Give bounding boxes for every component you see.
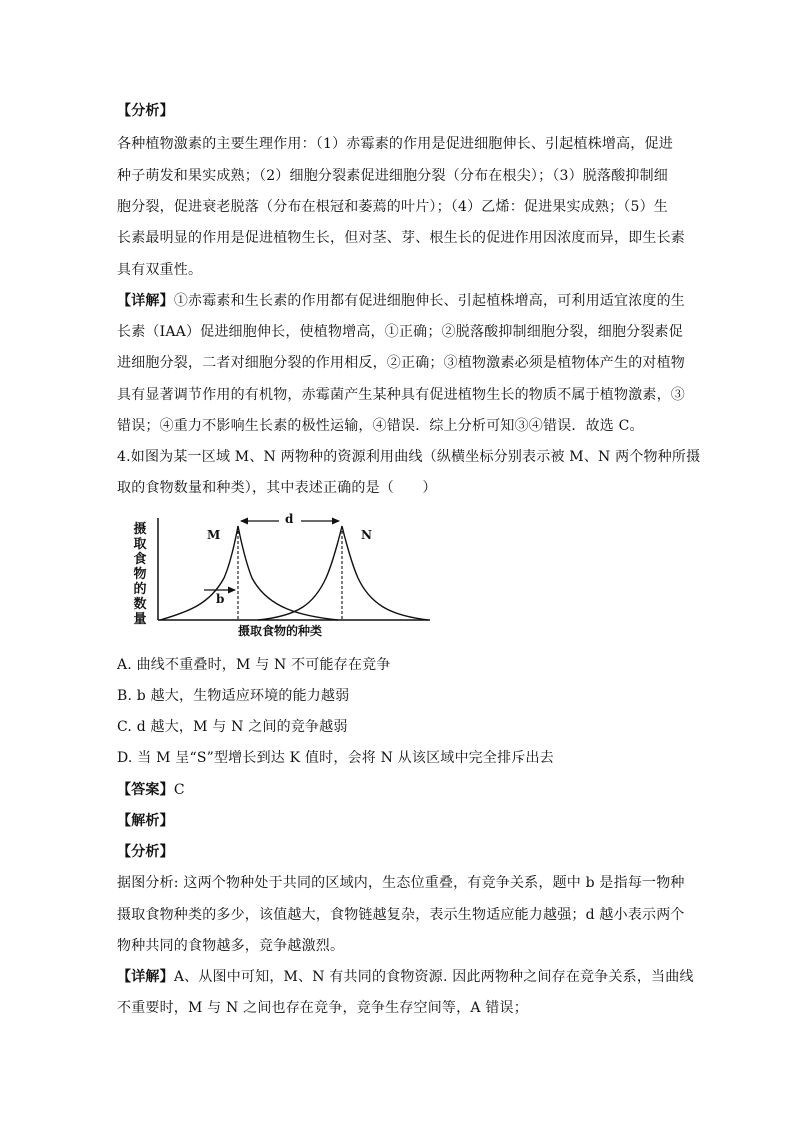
- d-arrowhead-right: [332, 518, 340, 525]
- detail-line: 长素（IAA）促进细胞伸长，使植物增高，①正确；②脱落酸抑制细胞分裂，细胞分裂素促: [117, 324, 683, 340]
- detail2-first-line: [117, 967, 694, 987]
- resource-utilization-figure: [128, 508, 438, 650]
- detail-text: ①赤霉素和生长素的作用都有促进细胞伸长、引起植株增高，可利用适宜浓度的生: [173, 293, 686, 309]
- analysis-line: 摄取食物种类的多少，该值越大，食物链越复杂，表示生物适应能力越强；d 越小表示两个: [117, 907, 685, 923]
- analysis-line: 具有双重性。: [117, 262, 203, 278]
- detail2-line: 不重要时，M 与 N 之间也存在竞争，竞争生存空间等，A 错误；: [117, 1000, 528, 1016]
- figure-x-axis-label: 摄取食物的种类: [238, 624, 323, 638]
- question-stem-line: 取的食物数量和种类），其中表述正确的是（ ）: [117, 480, 437, 496]
- detail-line: 具有显著调节作用的有机物，赤霉菌产生某种具有促进植物生长的物质不属于植物激素，③: [117, 387, 685, 403]
- analysis-line: 物种共同的食物越多，竞争越激烈。: [117, 938, 345, 954]
- detail-line: 错误；④重力不影响生长素的极性运输，④错误．综上分析可知③④错误．故选 C。: [117, 418, 644, 434]
- detail-first-line: [117, 291, 685, 311]
- analysis-heading: 【分析】: [117, 103, 174, 119]
- answer-heading: 【答案】: [117, 782, 174, 798]
- d-arrowhead-left: [240, 518, 248, 525]
- detail-heading: 【详解】: [117, 293, 174, 309]
- answer-value: C: [173, 782, 185, 798]
- option-b: B. b 越大，生物适应环境的能力越弱: [117, 688, 350, 704]
- question-stem-line: 4.如图为某一区域 M、N 两物种的资源利用曲线（纵横坐标分别表示被 M、N 两个物种所摄: [117, 449, 701, 465]
- label-d: d: [285, 512, 294, 526]
- fenxi-heading: 【分析】: [117, 844, 174, 860]
- jiexi-heading: 【解析】: [117, 813, 174, 829]
- curve-n: [258, 526, 428, 620]
- analysis-line: 各种植物激素的主要生理作用：（1）赤霉素的作用是促进细胞伸长、引起植株增高，促进: [117, 136, 673, 152]
- detail2-text: A、从图中可知，M、N 有共同的食物资源. 因此两物种之间存在竞争关系，当曲线: [173, 969, 694, 985]
- option-c: C. d 越大，M 与 N 之间的竞争越弱: [117, 719, 348, 735]
- analysis-line: 长素最明显的作用是促进植物生长，但对茎、芽、根生长的促进作用因浓度而异，即生长素: [117, 230, 685, 246]
- answer-line: [117, 780, 185, 800]
- detail-line: 进细胞分裂，二者对细胞分裂的作用相反，②正确；③植物激素必须是植物体产生的对植物: [117, 355, 685, 371]
- b-arrowhead: [228, 587, 236, 594]
- figure-y-axis-label: 摄取食物的数量: [133, 522, 147, 627]
- curve-m: [160, 526, 338, 620]
- label-n: N: [361, 528, 372, 542]
- analysis-line: 胞分裂，促进衰老脱落（分布在根冠和萎蔫的叶片）；（4）乙烯：促进果实成熟；（5）生: [117, 199, 669, 215]
- label-m: M: [207, 528, 221, 542]
- label-b: b: [216, 592, 225, 606]
- analysis-line: 据图分析: 这两个物种处于共同的区域内，生态位重叠，有竞争关系，题中 b 是指每一物种: [117, 875, 685, 891]
- option-a: A. 曲线不重叠时，M 与 N 不可能存在竞争: [117, 657, 391, 673]
- option-d: D. 当 M 呈“S”型增长到达 K 值时，会将 N 从该区域中完全排斥出去: [117, 750, 554, 766]
- detail2-heading: 【详解】: [117, 969, 174, 985]
- analysis-line: 种子萌发和果实成熟；（2）细胞分裂素促进细胞分裂（分布在根尖）；（3）脱落酸抑制细: [117, 168, 669, 184]
